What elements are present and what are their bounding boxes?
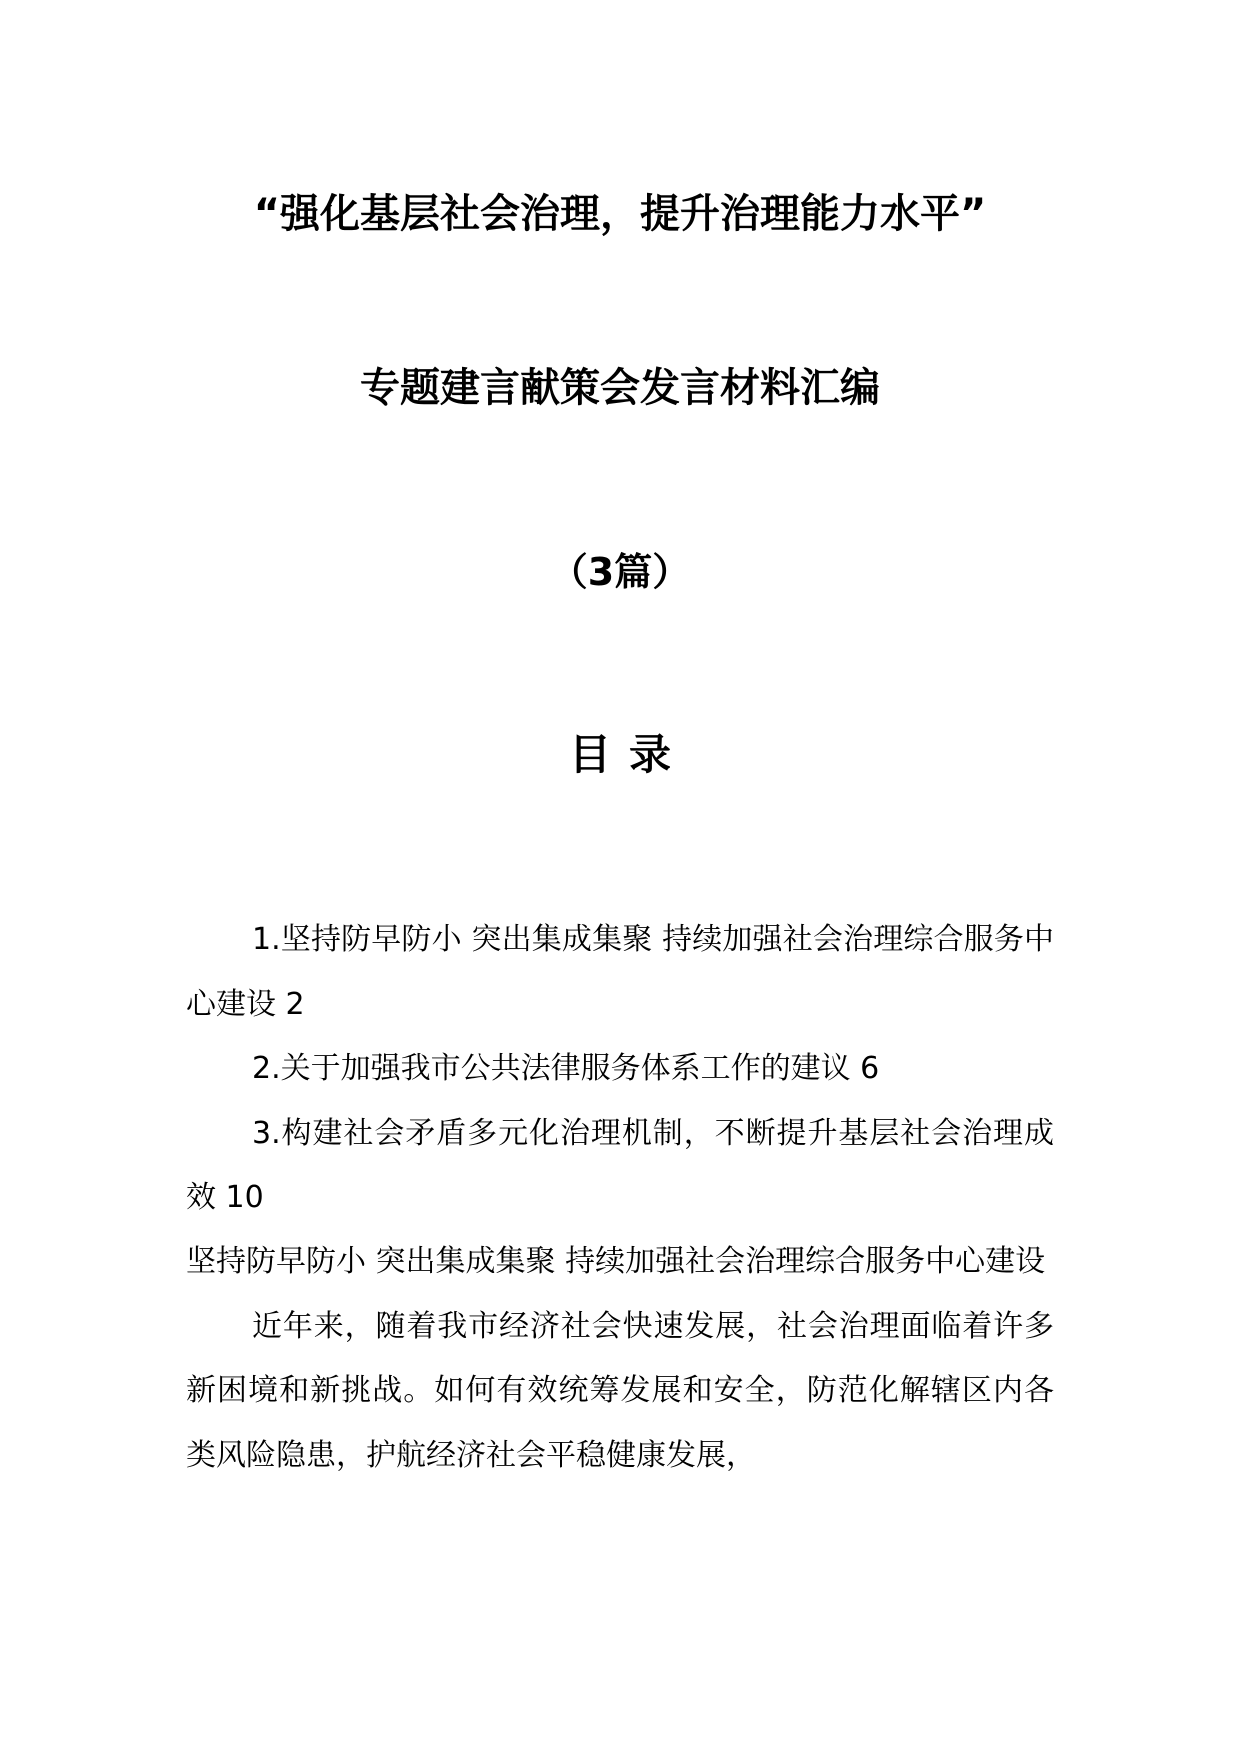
article-title: 坚持防早防小 突出集成集聚 持续加强社会治理综合服务中心建设 <box>186 1244 1046 1279</box>
toc-item-2[interactable]: 2.关于加强我市公共法律服务体系工作的建议 6 <box>252 1051 880 1086</box>
article-count: （3篇） <box>549 550 691 594</box>
table-of-contents <box>186 908 1054 1231</box>
toc-item-3[interactable]: 3.构建社会矛盾多元化治理机制，不断提升基层社会治理成效 10 <box>186 1115 1054 1215</box>
document-title-line-1: “强化基层社会治理，提升治理能力水平” <box>253 191 987 237</box>
toc-heading: 目录 <box>568 730 689 779</box>
first-article <box>186 1230 1054 1488</box>
toc-item-1[interactable]: 1.坚持防早防小 突出集成集聚 持续加强社会治理综合服务中心建设 2 <box>186 922 1054 1022</box>
document-title-line-2: 专题建言献策会发言材料汇编 <box>360 365 880 411</box>
article-paragraph: 近年来，随着我市经济社会快速发展，社会治理面临着许多新困境和新挑战。如何有效统筹发展和安全，防范化解辖区内各类风险隐患，护航经济社会平稳健康发展， <box>186 1308 1054 1473</box>
